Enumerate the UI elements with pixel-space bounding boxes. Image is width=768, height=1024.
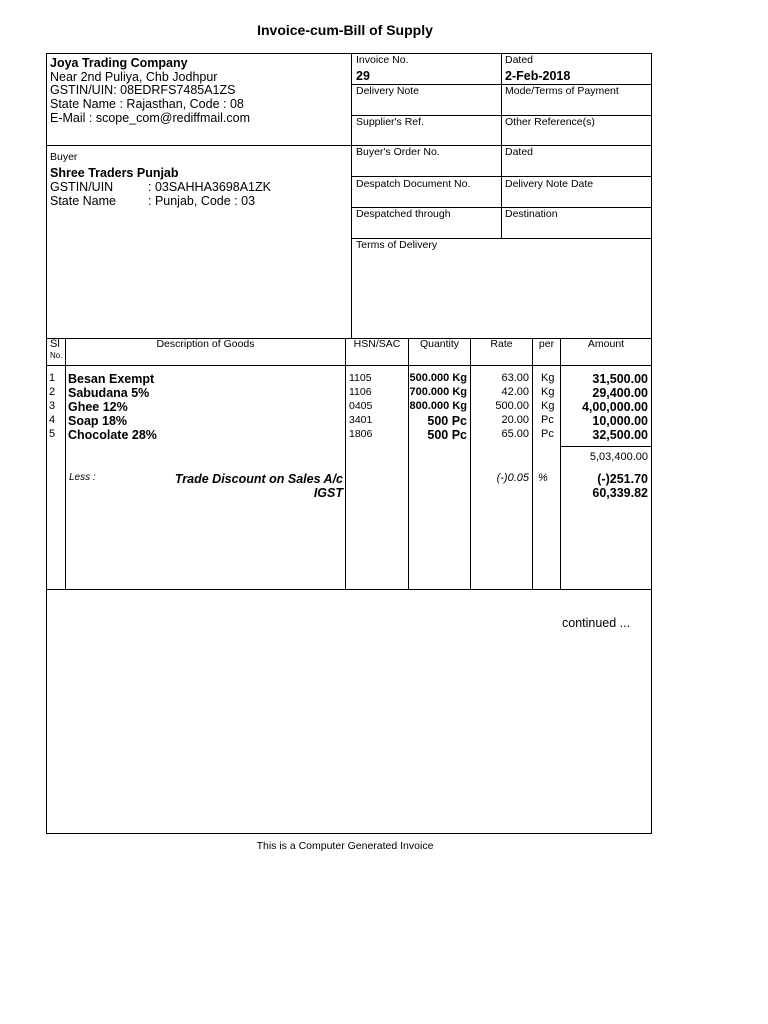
delivery-note-date-label: Delivery Note Date xyxy=(505,178,594,190)
seller-email: E-Mail : scope_com@rediffmail.com xyxy=(50,111,251,125)
item-description: Ghee 12% xyxy=(68,400,128,414)
col-hsn: HSN/SAC xyxy=(353,338,401,350)
item-description: Sabudana 5% xyxy=(68,386,150,400)
despatch-doc-label: Despatch Document No. xyxy=(356,178,471,190)
buyer-state: : Punjab, Code : 03 xyxy=(148,194,256,208)
invoice-title: Invoice-cum-Bill of Supply xyxy=(257,22,433,38)
subtotal: 5,03,400.00 xyxy=(589,451,648,463)
item-amount: 32,500.00 xyxy=(592,428,648,442)
item-qty: 800.000 Kg xyxy=(409,400,467,412)
igst-amount: 60,339.82 xyxy=(592,486,648,500)
seller-state: State Name : Rajasthan, Code : 08 xyxy=(50,97,244,111)
item-sl: 2 xyxy=(49,386,56,398)
dated-label: Dated xyxy=(505,54,534,66)
item-hsn: 0405 xyxy=(349,400,373,412)
seller-name: Joya Trading Company xyxy=(50,56,188,70)
item-rate: 63.00 xyxy=(501,372,529,384)
item-rate: 20.00 xyxy=(501,414,529,426)
discount-per: % xyxy=(538,472,548,484)
item-per: Kg xyxy=(541,372,555,384)
item-rate: 42.00 xyxy=(501,386,529,398)
col-amount: Amount xyxy=(587,338,625,350)
col-quantity: Quantity xyxy=(419,338,460,350)
item-qty: 700.000 Kg xyxy=(409,386,467,398)
item-per: Pc xyxy=(541,414,554,426)
item-per: Pc xyxy=(541,428,554,440)
buyer-gstin: : 03SAHHA3698A1ZK xyxy=(148,180,271,194)
item-hsn: 1806 xyxy=(349,428,373,440)
invoice-no-label: Invoice No. xyxy=(356,54,409,66)
item-sl: 1 xyxy=(49,372,56,384)
col-no: No. xyxy=(50,351,63,360)
footer-note: This is a Computer Generated Invoice xyxy=(256,840,434,852)
item-hsn: 1105 xyxy=(349,372,372,384)
terms-of-delivery-label: Terms of Delivery xyxy=(356,239,438,251)
discount-rate: (-)0.05 xyxy=(496,472,529,484)
buyer-label: Buyer xyxy=(50,151,78,163)
other-refs-label: Other Reference(s) xyxy=(505,116,595,128)
seller-gstin: GSTIN/UIN: 08EDRFS7485A1ZS xyxy=(50,83,236,97)
col-sl: Sl xyxy=(50,338,60,350)
item-sl: 5 xyxy=(49,428,56,440)
item-rate: 65.00 xyxy=(501,428,529,440)
item-per: Kg xyxy=(541,386,555,398)
dated2-label: Dated xyxy=(505,146,534,158)
item-amount: 4,00,000.00 xyxy=(581,400,648,414)
col-description: Description of Goods xyxy=(156,338,255,350)
dated-value: 2-Feb-2018 xyxy=(505,69,571,83)
item-qty: 500.000 Kg xyxy=(409,372,467,384)
item-sl: 3 xyxy=(49,400,56,412)
destination-label: Destination xyxy=(505,208,558,220)
item-amount: 10,000.00 xyxy=(592,414,648,428)
item-amount: 29,400.00 xyxy=(592,386,648,400)
igst-label: IGST xyxy=(313,486,343,500)
mode-terms-label: Mode/Terms of Payment xyxy=(505,85,619,97)
buyer-state-label: State Name xyxy=(50,194,117,208)
item-qty: 500 Pc xyxy=(427,428,467,442)
discount-label: Trade Discount on Sales A/c xyxy=(174,472,343,486)
buyers-order-label: Buyer's Order No. xyxy=(356,146,440,158)
buyer-name: Shree Traders Punjab xyxy=(50,166,179,180)
continued-note: continued ... xyxy=(562,616,631,630)
less-label: Less : xyxy=(69,472,96,483)
suppliers-ref-label: Supplier's Ref. xyxy=(356,116,424,128)
discount-amount: (-)251.70 xyxy=(597,472,648,486)
buyer-gstin-label: GSTIN/UIN xyxy=(50,180,114,194)
item-sl: 4 xyxy=(49,414,56,426)
despatched-through-label: Despatched through xyxy=(356,208,451,220)
delivery-note-label: Delivery Note xyxy=(356,85,420,97)
item-hsn: 3401 xyxy=(349,414,373,426)
seller-address: Near 2nd Puliya, Chb Jodhpur xyxy=(50,70,218,84)
col-per: per xyxy=(538,338,555,350)
item-rate: 500.00 xyxy=(495,400,529,412)
item-description: Chocolate 28% xyxy=(68,428,157,442)
invoice-no-value: 29 xyxy=(356,69,370,83)
item-description: Soap 18% xyxy=(68,414,128,428)
item-per: Kg xyxy=(541,400,555,412)
item-qty: 500 Pc xyxy=(427,414,467,428)
item-hsn: 1106 xyxy=(349,386,372,398)
item-amount: 31,500.00 xyxy=(592,372,648,386)
col-rate: Rate xyxy=(490,338,513,350)
item-description: Besan Exempt xyxy=(68,372,155,386)
